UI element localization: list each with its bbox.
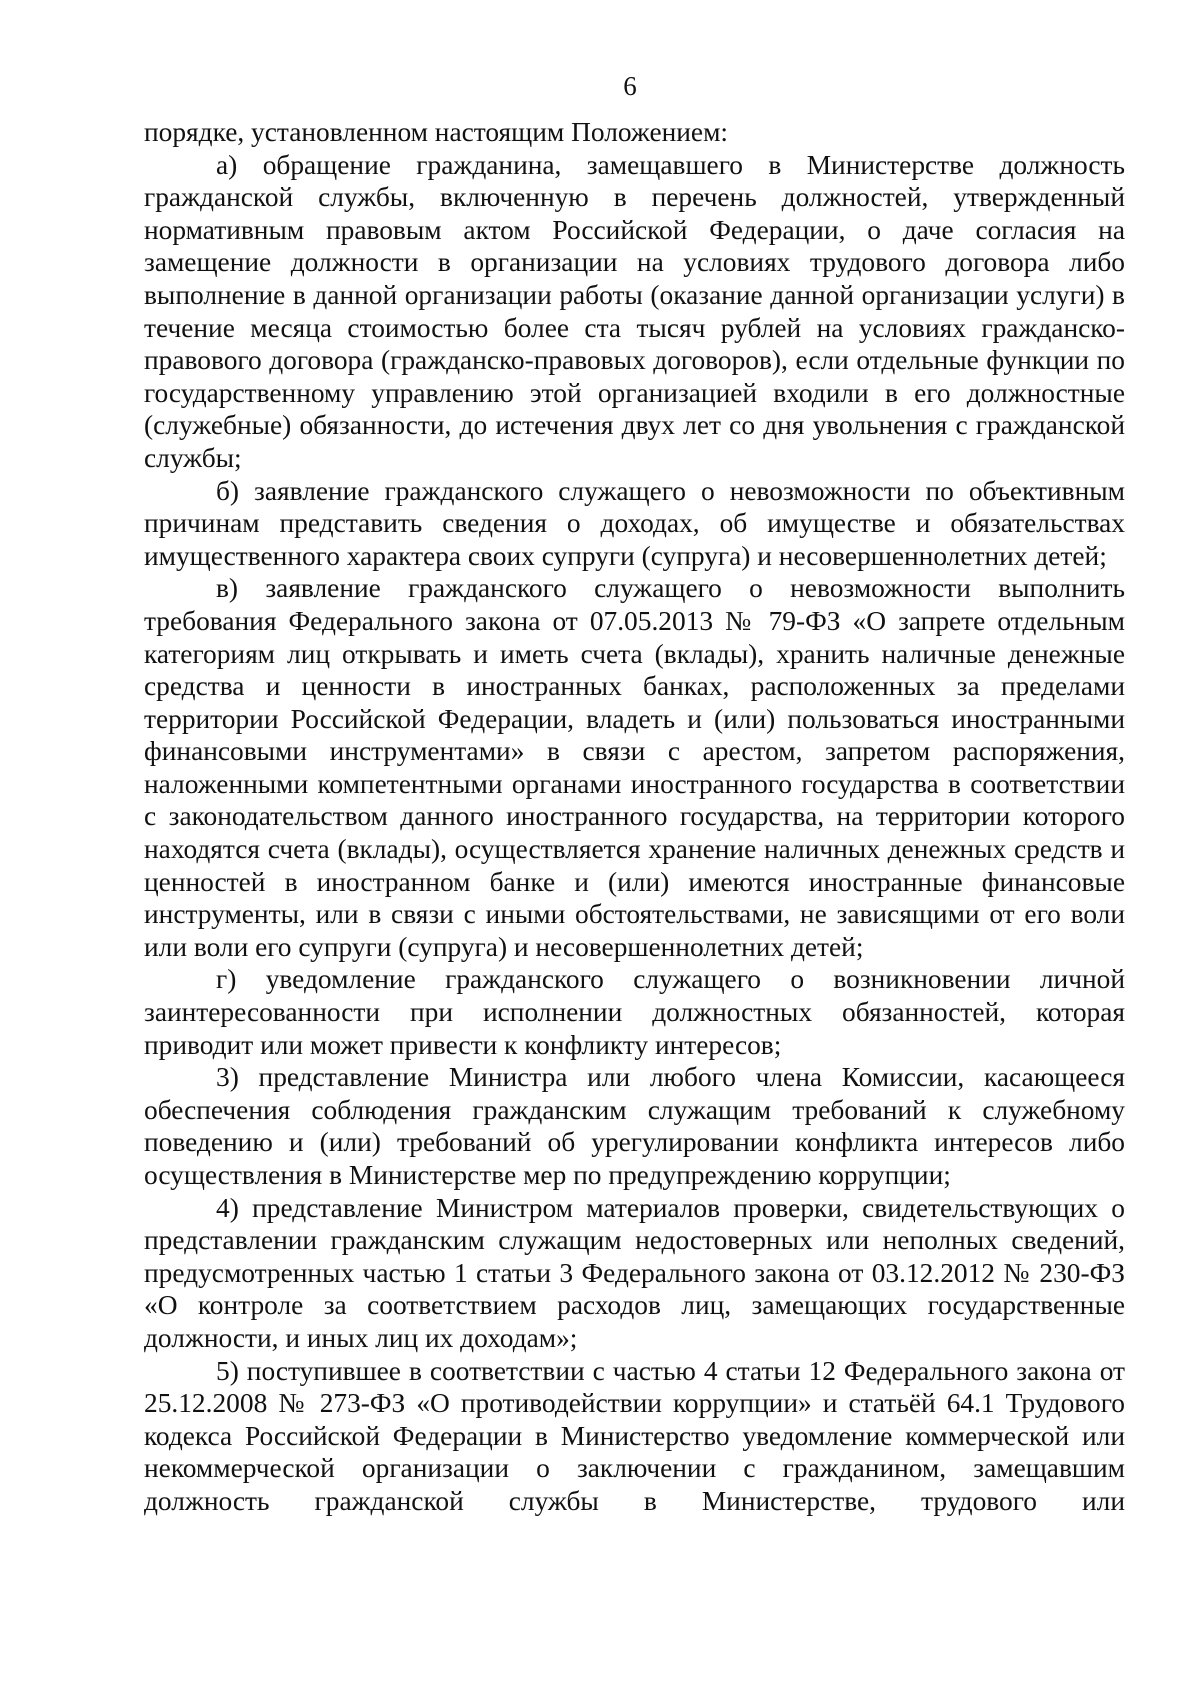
paragraph: порядке, установленном настоящим Положением: bbox=[144, 117, 729, 147]
page-number: 6 bbox=[623, 71, 637, 101]
paragraph: в) заявление гражданского служащего о невозможности выполнить требования Федерального закона от 07.05.2013 № 79-ФЗ «О запрете отдельным категориям лиц открывать и иметь счета (вклады), хранить наличные денежные средства и ценности в иностранных банках, расположенных за пределами территории Российской Федерации, владеть и (или) пользоваться иностранными финансовыми инструментами» в связи с арестом, запретом распоряжения, наложенными компетентными органами иностранного государства в соответствии с законодательством данного иностранного государства, на территории которого находятся счета (вклады), осуществляется хранение наличных денежных средств и ценностей в иностранном банке и (или) имеются иностранные финансовые инструменты, или в связи с иными обстоятельствами, не зависящими от его воли или воли его супруги (супруга) и несовершеннолетних детей; bbox=[144, 573, 1125, 962]
paragraph: а) обращение гражданина, замещавшего в Министерстве должность гражданской службы, включенную в перечень должностей, утвержденный нормативным правовым актом Российской Федерации, о даче согласия на замещение должности в организации на условиях трудового договора либо выполнение в данной организации работы (оказание данной организации услуги) в течение месяца стоимостью более ста тысяч рублей на условиях гражданско-правового договора (гражданско-правовых договоров), если отдельные функции по государственному управлению этой организацией входили в его должностные (служебные) обязанности, до истечения двух лет со дня увольнения с гражданской службы; bbox=[144, 149, 1125, 473]
paragraph: 4) представление Министром материалов проверки, свидетельствующих о представлении гражданским служащим недостоверных или неполных сведений, предусмотренных частью 1 статьи 3 Федерального закона от 03.12.2012 № 230-ФЗ «О контроле за соответствием расходов лиц, замещающих государственные должности, и иных лиц их доходам»; bbox=[144, 1192, 1125, 1353]
paragraph: 3) представление Министра или любого члена Комиссии, касающееся обеспечения соблюдения гражданским служащим требований к служебному поведению и (или) требований об урегулировании конфликта интересов либо осуществления в Министерстве мер по предупреждению коррупции; bbox=[144, 1062, 1125, 1190]
document-body bbox=[144, 116, 1125, 1518]
paragraph: б) заявление гражданского служащего о невозможности по объективным причинам представить сведения о доходах, об имуществе и обязательствах имущественного характера своих супруги (супруга) и несовершеннолетних детей; bbox=[144, 475, 1125, 571]
paragraph: 5) поступившее в соответствии с частью 4 статьи 12 Федерального закона от 25.12.2008 № 273-ФЗ «О противодействии коррупции» и статьёй 64.1 Трудового кодекса Российской Федерации в Министерство уведомление коммерческой или некоммерческой организации о заключении с гражданином, замещавшим должность гражданской службы в Министерстве, трудового или bbox=[144, 1355, 1125, 1516]
paragraph: г) уведомление гражданского служащего о возникновении личной заинтересованности при исполнении должностных обязанностей, которая приводит или может привести к конфликту интересов; bbox=[144, 964, 1125, 1060]
